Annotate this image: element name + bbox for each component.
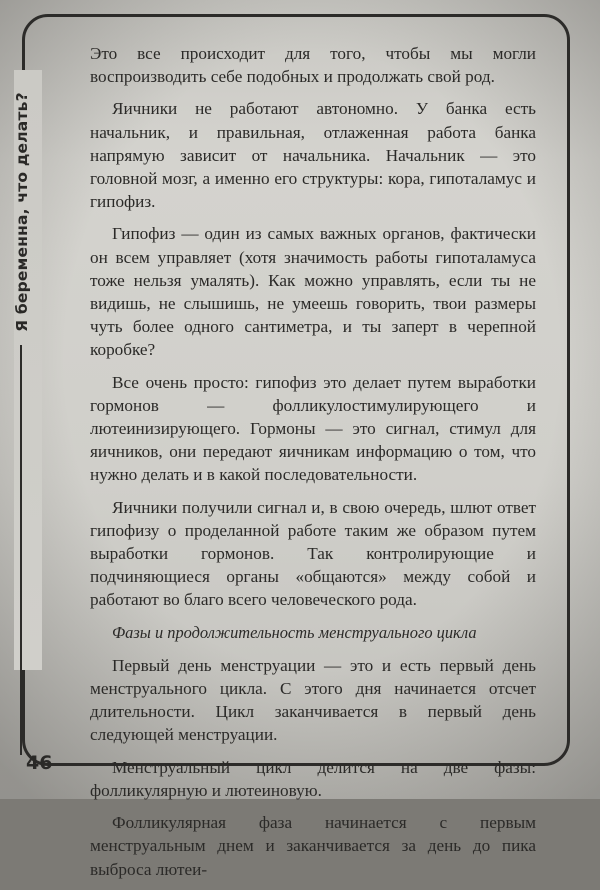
page-body-text: [90, 42, 536, 890]
running-title-text: Я беременна, что делать?: [13, 92, 31, 332]
side-rule: [20, 345, 22, 755]
paragraph: Менструальный цикл делится на две фазы: фолликулярную и лютеиновую.: [90, 757, 536, 800]
running-title: [2, 82, 42, 342]
page-number: 46: [26, 752, 53, 774]
paragraph: Фолликулярная фаза начинается с первым менструальным днем и заканчивается за день до пика выброса лютеи-: [90, 813, 536, 879]
paragraph: Все очень просто: гипофиз это делает путем выработки гормонов — фолликулостимулирующего и лютеинизирующего. Гормоны — это сигнал, стимул для яичников, они передают яичникам информацию о том, что нужно делать и в какой последовательности.: [90, 372, 536, 485]
paragraph: Это все происходит для того, чтобы мы могли воспроизводить себе подобных и продолжать свой род.: [90, 44, 536, 87]
paragraph: Гипофиз — один из самых важных органов, фактически он всем управляет (хотя значимость работы гипоталамуса тоже нельзя умалять). Как можно управлять, если ты не видишь, не слышишь, не умеешь говорить, твои размеры чуть более одного сантиметра, и ты заперт в черепной коробке?: [90, 224, 536, 360]
paragraph: Первый день менструации — это и есть первый день менструального цикла. С этого дня начинается отсчет длительности. Цикл заканчивается в первый день следующей менструации.: [90, 655, 536, 745]
section-heading: Фазы и продолжительность менструального цикла: [112, 622, 477, 642]
paragraph: Яичники не работают автономно. У банка есть начальник, и правильная, отлаженная работа банка напрямую зависит от начальника. Начальник — это головной мозг, а именно его структуры: кора, гипоталамус и гипофиз.: [90, 99, 536, 212]
paragraph: Яичники получили сигнал и, в свою очередь, шлют ответ гипофизу о проделанной работе таким же образом путем выработки гормонов. Так контролирующие и подчиняющиеся органы «общаются» между собой и работают во благо всего человеческого рода.: [90, 497, 536, 610]
